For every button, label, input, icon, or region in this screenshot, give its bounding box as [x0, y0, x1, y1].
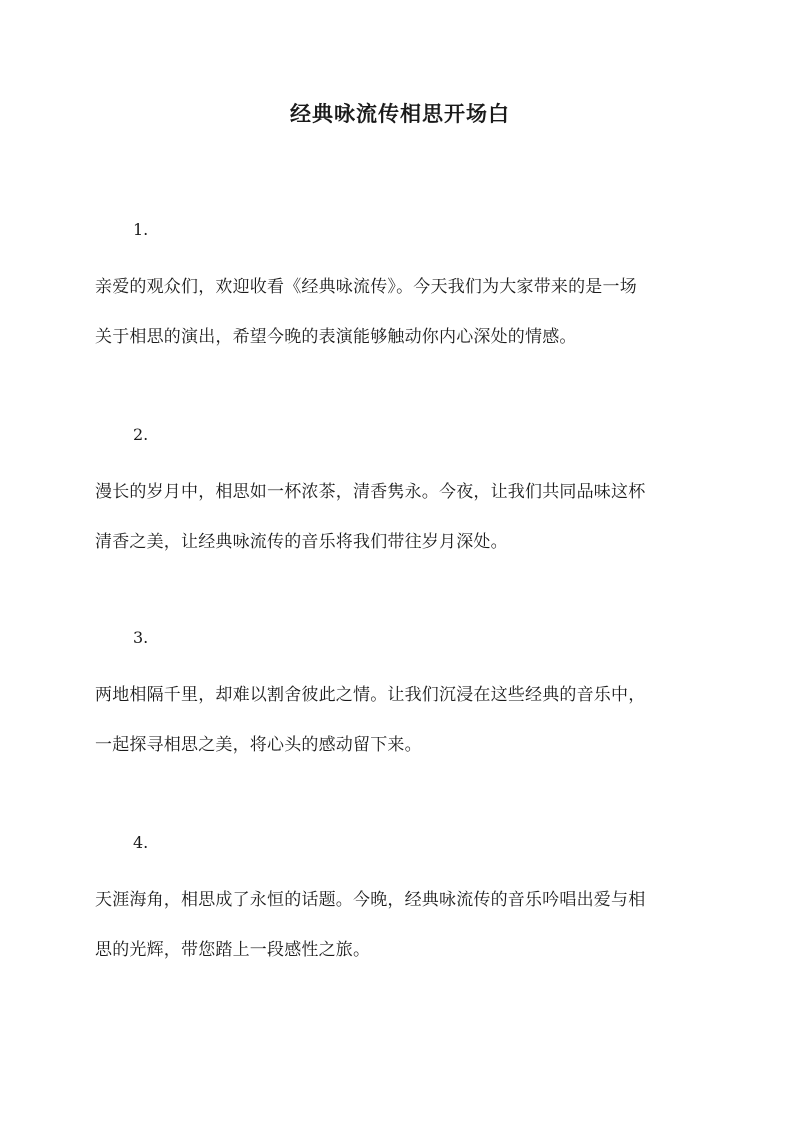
- section-number: 2.: [133, 425, 149, 444]
- section-number: 1.: [133, 220, 149, 239]
- document-title: 经典咏流传相思开场白: [290, 101, 510, 126]
- section-number: 3.: [133, 628, 149, 647]
- section-paragraph: [95, 670, 710, 770]
- paragraph-line: 两地相隔千里，却难以割舍彼此之情。让我们沉浸在这些经典的音乐中，: [95, 685, 646, 705]
- section-number: 4.: [133, 833, 149, 852]
- paragraph-line: 亲爱的观众们，欢迎收看《经典咏流传》。今天我们为大家带来的是一场: [95, 277, 637, 297]
- paragraph-line: 关于相思的演出，希望今晚的表演能够触动你内心深处的情感。: [95, 327, 577, 347]
- section-paragraph: [95, 467, 710, 567]
- paragraph-line: 清香之美，让经典咏流传的音乐将我们带往岁月深处。: [95, 532, 508, 552]
- paragraph-line: 天涯海角，相思成了永恒的话题。今晚，经典咏流传的音乐吟唱出爱与相: [95, 890, 646, 910]
- paragraph-line: 一起探寻相思之美，将心头的感动留下来。: [95, 735, 422, 755]
- paragraph-line: 漫长的岁月中，相思如一杯浓茶，清香隽永。今夜，让我们共同品味这杯: [95, 482, 646, 502]
- section-paragraph: [95, 262, 710, 362]
- paragraph-line: 思的光辉，带您踏上一段感性之旅。: [95, 940, 371, 960]
- section-paragraph: [95, 875, 710, 975]
